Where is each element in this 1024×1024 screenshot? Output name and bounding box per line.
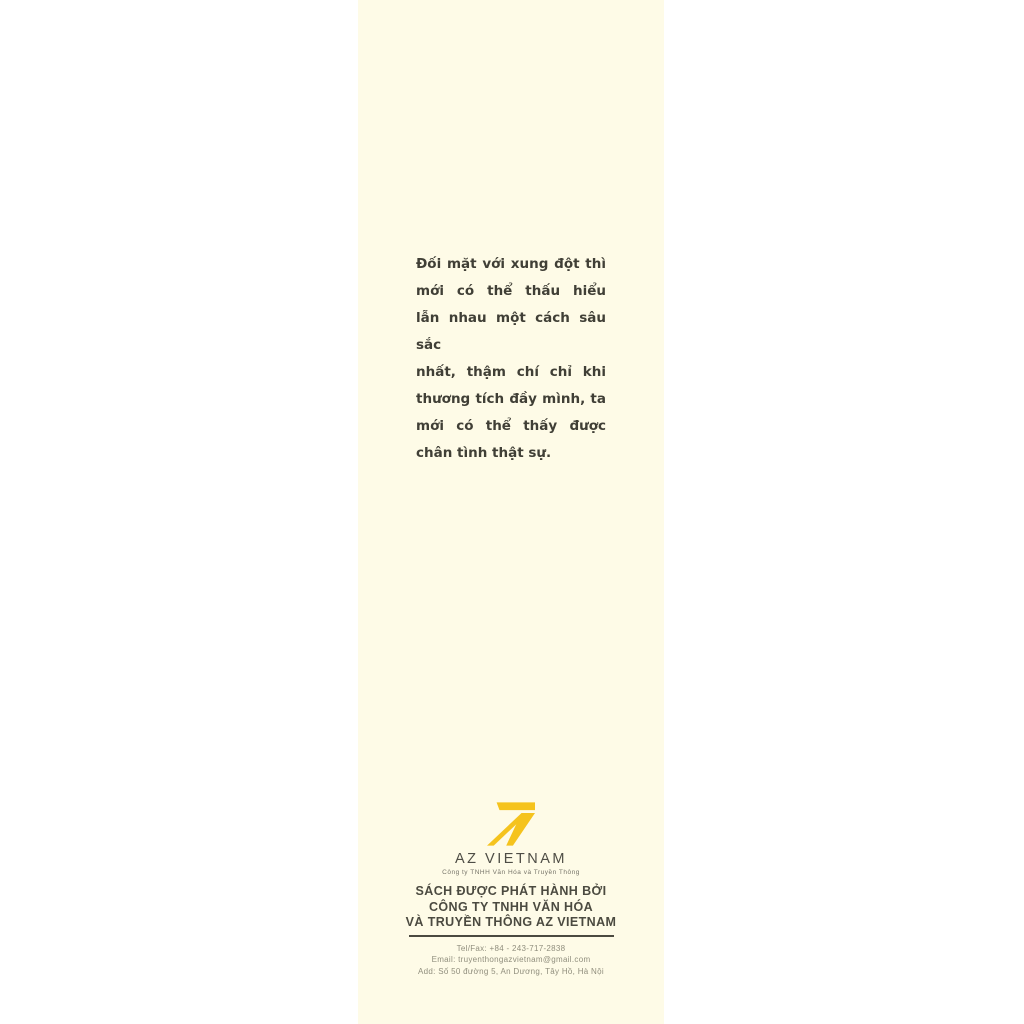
brand-name: AZ VIETNAM	[454, 851, 567, 867]
brand-tagline: Công ty TNHH Văn Hóa và Truyền Thông	[442, 869, 580, 876]
quote-line: lẫn nhau một cách sâu sắc	[416, 310, 606, 353]
quote-line: chân tình thật sự.	[416, 445, 552, 461]
contact-telfax: Tel/Fax: +84 - 243-717-2838	[456, 943, 566, 953]
quote-line: mới có thể thấy được	[416, 418, 606, 434]
quote-line: mới có thể thấu hiểu	[416, 283, 606, 299]
quote-line: thương tích đầy mình, ta	[416, 391, 606, 407]
publisher-footer	[358, 802, 664, 977]
distribution-line: CÔNG TY TNHH VĂN HÓA	[428, 899, 594, 914]
logo-top-bar	[497, 802, 535, 810]
divider-rule	[409, 935, 614, 937]
contact-block	[358, 943, 664, 978]
book-back-cover-panel	[358, 0, 664, 1024]
contact-address: Add: Số 50 đường 5, An Dương, Tây Hồ, Hà Nội	[418, 966, 604, 976]
distribution-line: SÁCH ĐƯỢC PHÁT HÀNH BỞI	[415, 884, 607, 898]
quote-line: Đối mặt với xung đột thì	[416, 256, 606, 272]
quote-line: nhất, thậm chí chỉ khi	[416, 364, 606, 380]
az-vietnam-logo-icon	[487, 802, 535, 846]
contact-email: Email: truyenthongazvietnam@gmail.com	[431, 955, 591, 964]
quote-block	[416, 251, 606, 467]
distribution-line: VÀ TRUYỀN THÔNG AZ VIETNAM	[405, 915, 617, 929]
distribution-block	[358, 884, 664, 931]
